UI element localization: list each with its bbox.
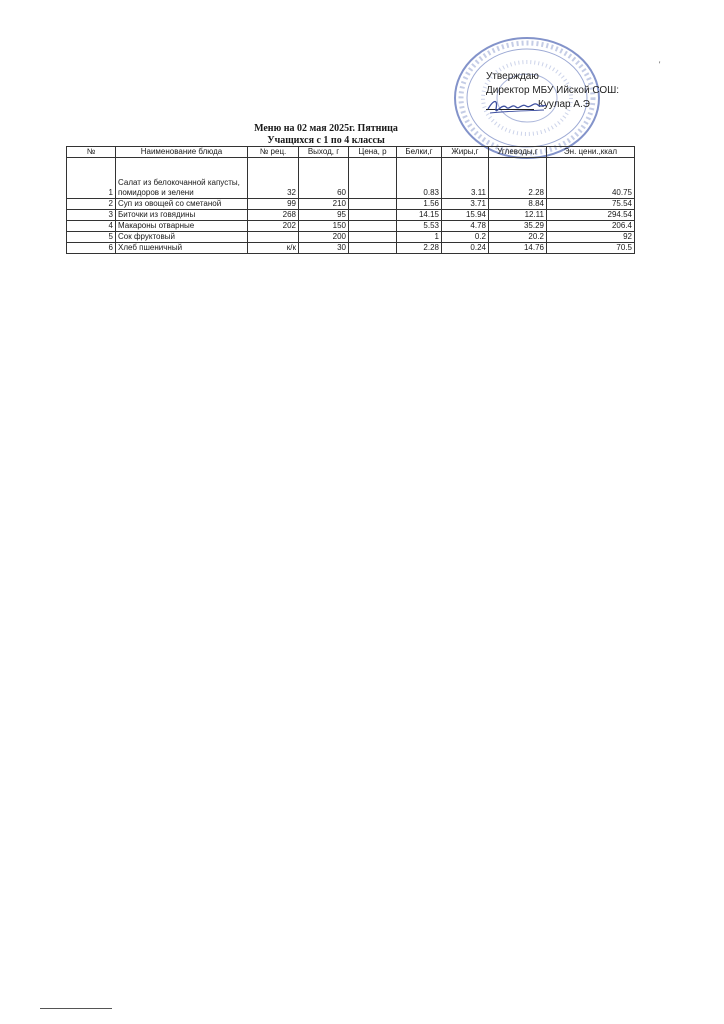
header-energy: Эн. цени.,ккал <box>547 147 635 158</box>
recipe-number: 99 <box>248 199 299 210</box>
energy-kcal: 70.5 <box>547 243 635 254</box>
carbs: 14.76 <box>489 243 547 254</box>
protein: 5.53 <box>397 221 442 232</box>
fat: 3.71 <box>442 199 489 210</box>
header-dish-name: Наименование блюда <box>116 147 248 158</box>
table-row <box>67 199 635 210</box>
output-grams: 60 <box>299 158 349 199</box>
price <box>349 199 397 210</box>
energy-kcal: 40.75 <box>547 158 635 199</box>
output-grams: 210 <box>299 199 349 210</box>
fat: 3.11 <box>442 158 489 199</box>
recipe-number: 202 <box>248 221 299 232</box>
handwritten-signature <box>486 95 548 119</box>
row-number: 5 <box>67 232 116 243</box>
energy-kcal: 92 <box>547 232 635 243</box>
table-header-row <box>67 147 635 158</box>
dish-name: Сок фруктовый <box>116 232 248 243</box>
carbs: 35.29 <box>489 221 547 232</box>
carbs: 20.2 <box>489 232 547 243</box>
fat: 0.24 <box>442 243 489 254</box>
menu-subtitle: Учащихся с 1 по 4 классы <box>267 135 385 146</box>
recipe-number: 32 <box>248 158 299 199</box>
header-carbs: Углеводы,г <box>489 147 547 158</box>
table-row <box>67 232 635 243</box>
recipe-number <box>248 232 299 243</box>
protein: 1 <box>397 232 442 243</box>
table-row <box>67 210 635 221</box>
protein: 0.83 <box>397 158 442 199</box>
table-row <box>67 158 635 199</box>
price <box>349 210 397 221</box>
dish-name: Суп из овощей со сметаной <box>116 199 248 210</box>
dish-name: Хлеб пшеничный <box>116 243 248 254</box>
energy-kcal: 206.4 <box>547 221 635 232</box>
approval-name: Куулар А.Э <box>538 99 590 110</box>
header-fat: Жиры,г <box>442 147 489 158</box>
header-output: Выход, г <box>299 147 349 158</box>
header-price: Цена, р <box>349 147 397 158</box>
row-number: 4 <box>67 221 116 232</box>
dish-name: Макароны отварные <box>116 221 248 232</box>
row-number: 6 <box>67 243 116 254</box>
dish-name: Салат из белокочанной капусты, помидоров и зелени <box>116 158 248 199</box>
energy-kcal: 294.54 <box>547 210 635 221</box>
output-grams: 150 <box>299 221 349 232</box>
row-number: 3 <box>67 210 116 221</box>
price <box>349 243 397 254</box>
fat: 4.78 <box>442 221 489 232</box>
carbs: 8.84 <box>489 199 547 210</box>
stray-mark: ' <box>659 60 661 69</box>
menu-table <box>66 146 635 254</box>
header-recipe-no: № рец. <box>248 147 299 158</box>
price <box>349 158 397 199</box>
approval-title: Утверждаю <box>486 71 539 82</box>
table-row <box>67 221 635 232</box>
energy-kcal: 75.54 <box>547 199 635 210</box>
fat: 15.94 <box>442 210 489 221</box>
table-row <box>67 243 635 254</box>
fat: 0.2 <box>442 232 489 243</box>
dish-name: Биточки из говядины <box>116 210 248 221</box>
menu-title: Меню на 02 мая 2025г. Пятница <box>254 123 398 134</box>
row-number: 2 <box>67 199 116 210</box>
output-grams: 95 <box>299 210 349 221</box>
output-grams: 30 <box>299 243 349 254</box>
carbs: 12.11 <box>489 210 547 221</box>
recipe-number: к/к <box>248 243 299 254</box>
protein: 2.28 <box>397 243 442 254</box>
footer-rule <box>40 1008 112 1009</box>
row-number: 1 <box>67 158 116 199</box>
header-number: № <box>67 147 116 158</box>
approval-position: Директор МБУ Ийской СОШ: <box>486 85 620 96</box>
recipe-number: 268 <box>248 210 299 221</box>
carbs: 2.28 <box>489 158 547 199</box>
protein: 1.56 <box>397 199 442 210</box>
protein: 14.15 <box>397 210 442 221</box>
price <box>349 232 397 243</box>
output-grams: 200 <box>299 232 349 243</box>
price <box>349 221 397 232</box>
header-protein: Белки,г <box>397 147 442 158</box>
